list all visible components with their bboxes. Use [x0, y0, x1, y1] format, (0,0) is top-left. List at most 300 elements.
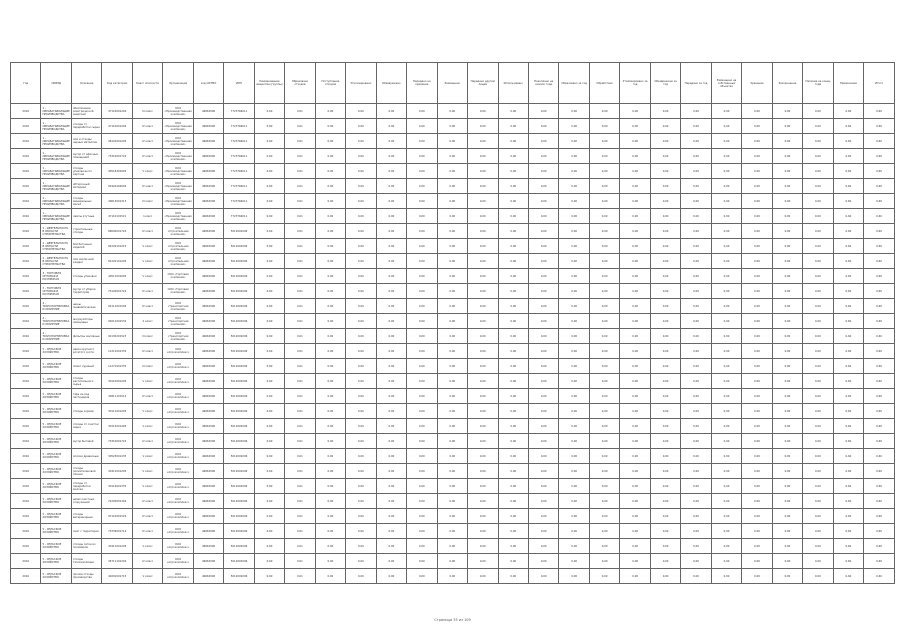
table-cell: 0,00 — [437, 194, 467, 209]
table-cell: 0,00 — [589, 149, 619, 164]
table-cell: 0,00 — [772, 404, 802, 419]
table-cell: 0,00 — [559, 254, 589, 269]
table-cell: 0,00 — [407, 329, 437, 344]
table-row — [11, 149, 895, 164]
table-cell: ООО «Строительная компания» — [163, 254, 193, 269]
table-cell: 0,00 — [407, 299, 437, 314]
table-cell: 46663000 — [193, 449, 223, 464]
column-header: Захоронение — [772, 63, 802, 104]
table-cell: 0,00 — [620, 134, 650, 149]
table-cell: отходы кормов — [71, 404, 101, 419]
table-cell: 0,00 — [528, 254, 558, 269]
table-cell: 2016 — [11, 404, 41, 419]
table-cell: 0,00 — [528, 314, 558, 329]
table-cell: 46663000 — [193, 119, 223, 134]
table-cell: IV класс — [132, 119, 162, 134]
table-cell: 0,00 — [498, 149, 528, 164]
table-cell: 0,00 — [407, 149, 437, 164]
table-cell: 2016 — [11, 389, 41, 404]
table-cell: 46101001205 — [102, 134, 132, 149]
table-cell: 0,60 — [833, 254, 863, 269]
table-cell: 0,00 — [376, 359, 406, 374]
table-cell: 0,00 — [620, 569, 650, 584]
table-cell: 0,00 — [498, 239, 528, 254]
table-cell: 0,60 — [254, 224, 284, 239]
table-cell: 0,00 — [437, 104, 467, 119]
table-cell: 0,00 — [407, 119, 437, 134]
table-cell: 0,00 — [559, 224, 589, 239]
table-cell: 0,01 — [285, 509, 315, 524]
table-cell: 0,60 — [833, 194, 863, 209]
table-cell: ООО «Агрокомплекс» — [163, 554, 193, 569]
table-cell: 0,01 — [285, 149, 315, 164]
table-row — [11, 119, 895, 134]
table-cell: 0,00 — [772, 554, 802, 569]
table-cell: 0,00 — [681, 314, 711, 329]
table-cell: 0,00 — [711, 344, 741, 359]
table-cell: 0,00 — [528, 284, 558, 299]
table-cell: 0,00 — [681, 134, 711, 149]
table-cell: 0,00 — [315, 254, 345, 269]
table-cell: 92130201523 — [102, 329, 132, 344]
table-cell: отходы упаковочного картона — [71, 164, 101, 179]
table-cell: 0,00 — [498, 524, 528, 539]
table-cell: 0,00 — [376, 494, 406, 509]
table-cell: 0,00 — [742, 464, 772, 479]
table-cell: 0,00 — [498, 359, 528, 374]
table-cell: 0,00 — [346, 344, 376, 359]
table-row — [11, 419, 895, 434]
table-cell: 0,00 — [620, 299, 650, 314]
table-cell: 0,00 — [346, 104, 376, 119]
table-cell: 0,00 — [498, 119, 528, 134]
table-cell: 46663000 — [193, 389, 223, 404]
table-cell: 0,00 — [772, 389, 802, 404]
table-cell: 7723766011 — [224, 149, 254, 164]
table-cell: 0,00 — [468, 569, 498, 584]
table-cell: 0,00 — [407, 509, 437, 524]
table-cell: 2016 — [11, 374, 41, 389]
table-cell: 46663000 — [193, 569, 223, 584]
table-cell: 0,01 — [285, 344, 315, 359]
table-cell: 0,00 — [559, 539, 589, 554]
table-cell: 97110001524 — [102, 509, 132, 524]
table-cell: 0,01 — [285, 254, 315, 269]
table-cell: 5 - СЕЛЬСКОЕ ХОЗЯЙСТВО — [41, 359, 71, 374]
table-cell: 2016 — [11, 329, 41, 344]
table-cell: 47110101521 — [102, 209, 132, 224]
table-cell: 0,00 — [559, 284, 589, 299]
table-cell: 5012002006 — [224, 554, 254, 569]
table-cell: 0,00 — [346, 149, 376, 164]
table-cell: 43411001205 — [102, 464, 132, 479]
table-cell: 0,00 — [468, 344, 498, 359]
table-cell: 0,00 — [437, 239, 467, 254]
table-cell: 0,00 — [803, 419, 833, 434]
table-cell: 0,00 — [772, 479, 802, 494]
column-header: код ОКТМО — [193, 63, 223, 104]
table-cell: 0,00 — [742, 299, 772, 314]
table-cell: 0,00 — [315, 299, 345, 314]
table-cell: 0,00 — [620, 389, 650, 404]
table-cell: 30110001205 — [102, 374, 132, 389]
table-cell: ООО «Транспортная компания» — [163, 314, 193, 329]
table-cell: 0,00 — [742, 539, 772, 554]
table-cell: 0,00 — [468, 329, 498, 344]
table-cell: IV класс — [132, 524, 162, 539]
table-cell: 0,00 — [559, 269, 589, 284]
table-cell: 0,00 — [559, 479, 589, 494]
table-cell: 0,01 — [285, 359, 315, 374]
table-cell: 0,00 — [437, 419, 467, 434]
table-cell: 0,00 — [620, 164, 650, 179]
table-row — [11, 494, 895, 509]
table-cell: 0,00 — [315, 284, 345, 299]
table-cell: III класс — [132, 359, 162, 374]
table-cell: 2016 — [11, 509, 41, 524]
table-cell: 0,00 — [468, 299, 498, 314]
table-cell: 72220001394 — [102, 494, 132, 509]
table-cell: 0,00 — [528, 434, 558, 449]
table-cell: 0,00 — [315, 224, 345, 239]
table-cell: 2016 — [11, 104, 41, 119]
table-cell: фильтры масляные — [71, 329, 101, 344]
table-cell: 0,00 — [407, 479, 437, 494]
table-cell: 0,00 — [620, 374, 650, 389]
table-cell: 0,00 — [346, 494, 376, 509]
table-cell: 0,00 — [407, 524, 437, 539]
table-cell: 0,00 — [772, 374, 802, 389]
table-cell: 0,00 — [711, 179, 741, 194]
table-cell: 0,00 — [589, 269, 619, 284]
table-cell: отходы от очистки зерна — [71, 419, 101, 434]
table-cell: 46663000 — [193, 254, 223, 269]
table-cell: V класс — [132, 269, 162, 284]
table-cell: 0,00 — [711, 494, 741, 509]
table-cell: 0,00 — [528, 329, 558, 344]
table-cell: 0,00 — [681, 494, 711, 509]
table-cell: 0,00 — [711, 419, 741, 434]
table-cell: 0,00 — [772, 524, 802, 539]
table-cell: 0,60 — [254, 359, 284, 374]
table-cell: 0,00 — [772, 359, 802, 374]
table-cell: 0,00 — [498, 389, 528, 404]
table-cell: 0,00 — [468, 389, 498, 404]
table-cell: 0,00 — [437, 314, 467, 329]
table-cell: 0,00 — [589, 359, 619, 374]
table-cell: 0,60 — [833, 164, 863, 179]
table-cell: 0,00 — [437, 494, 467, 509]
table-body — [11, 104, 895, 584]
table-cell: 0,00 — [498, 329, 528, 344]
table-cell: 0,00 — [407, 284, 437, 299]
table-cell: 0,00 — [589, 479, 619, 494]
table-cell: 0,00 — [589, 179, 619, 194]
table-cell: 0,60 — [833, 374, 863, 389]
table-cell: ООО «Производственная компания» — [163, 194, 193, 209]
table-cell: V класс — [132, 374, 162, 389]
table-cell: 0,00 — [681, 164, 711, 179]
table-cell: 0,00 — [468, 224, 498, 239]
table-cell: 0,60 — [833, 434, 863, 449]
table-cell: 0,00 — [407, 554, 437, 569]
table-cell: 0,00 — [346, 569, 376, 584]
table-cell: 0,00 — [346, 284, 376, 299]
table-cell: 0,00 — [528, 134, 558, 149]
table-cell: 0,60 — [864, 299, 895, 314]
table-cell: 7723766011 — [224, 194, 254, 209]
table-cell: 0,60 — [254, 254, 284, 269]
table-cell: 0,00 — [528, 164, 558, 179]
table-cell: V класс — [132, 449, 162, 464]
table-cell: бой бетонных изделий — [71, 239, 101, 254]
table-cell: 0,00 — [803, 314, 833, 329]
column-header: Организация — [163, 63, 193, 104]
table-cell: 0,00 — [315, 134, 345, 149]
table-cell: 0,00 — [559, 209, 589, 224]
table-cell: 0,00 — [559, 239, 589, 254]
table-row — [11, 449, 895, 464]
table-cell: 0,01 — [285, 224, 315, 239]
table-cell: 0,00 — [468, 449, 498, 464]
table-cell: 0,00 — [772, 314, 802, 329]
table-cell: отходы сетки из полимеров — [71, 539, 101, 554]
table-cell: 0,00 — [437, 344, 467, 359]
table-cell: 0,60 — [254, 374, 284, 389]
table-cell: 0,00 — [559, 329, 589, 344]
table-cell: 2 - ДЕЯТЕЛЬНОСТЬ В ОБЛАСТИ СТРОИТЕЛЬСТВА — [41, 224, 71, 239]
table-cell: 0,00 — [498, 299, 528, 314]
table-cell: 0,00 — [742, 224, 772, 239]
table-cell: IV класс — [132, 554, 162, 569]
table-cell: 0,00 — [437, 509, 467, 524]
table-header-row — [11, 63, 895, 104]
column-header: Образовано отходов — [285, 63, 315, 104]
table-cell: 2 - ДЕЯТЕЛЬНОСТЬ В ОБЛАСТИ СТРОИТЕЛЬСТВА — [41, 254, 71, 269]
table-cell: 0,00 — [315, 479, 345, 494]
table-cell: 0,00 — [803, 434, 833, 449]
table-cell: 0,60 — [254, 194, 284, 209]
table-cell: 0,00 — [498, 449, 528, 464]
table-cell: 0,60 — [254, 299, 284, 314]
table-cell: 0,01 — [285, 404, 315, 419]
table-cell: 0,00 — [528, 179, 558, 194]
table-cell: отходы от переработки сырья — [71, 119, 101, 134]
table-cell: 5012002006 — [224, 374, 254, 389]
table-cell: 0,60 — [254, 404, 284, 419]
table-cell: 0,00 — [315, 494, 345, 509]
table-cell: 0,60 — [864, 194, 895, 209]
table-cell: 0,00 — [437, 134, 467, 149]
column-header: Код категории — [102, 63, 132, 104]
table-cell: 0,00 — [711, 464, 741, 479]
table-cell: 0,00 — [681, 284, 711, 299]
table-cell: 0,00 — [376, 119, 406, 134]
table-cell: 0,00 — [803, 239, 833, 254]
table-cell: 2016 — [11, 479, 41, 494]
table-cell: 7723766011 — [224, 134, 254, 149]
table-cell: 0,00 — [376, 164, 406, 179]
table-cell: 47110001204 — [102, 104, 132, 119]
table-cell: 0,00 — [803, 209, 833, 224]
table-cell: 0,00 — [711, 524, 741, 539]
table-cell: 73310001724 — [102, 149, 132, 164]
table-cell: 46663000 — [193, 329, 223, 344]
table-cell: 0,00 — [650, 179, 680, 194]
table-cell: 0,01 — [285, 284, 315, 299]
table-cell: 0,60 — [254, 464, 284, 479]
table-row — [11, 539, 895, 554]
table-cell: 0,00 — [346, 404, 376, 419]
table-cell: 0,00 — [742, 479, 772, 494]
table-cell: 0,00 — [620, 509, 650, 524]
table-cell: 0,00 — [437, 164, 467, 179]
table-cell: 0,00 — [650, 239, 680, 254]
table-cell: 0,60 — [254, 134, 284, 149]
table-cell: V класс — [132, 419, 162, 434]
table-cell: 0,00 — [589, 194, 619, 209]
table-cell: 0,00 — [650, 164, 680, 179]
table-cell: 0,01 — [285, 449, 315, 464]
table-cell: 2016 — [11, 239, 41, 254]
table-cell: 0,00 — [528, 554, 558, 569]
table-cell: 0,00 — [711, 209, 741, 224]
table-cell: 0,00 — [315, 164, 345, 179]
table-cell: 2016 — [11, 149, 41, 164]
table-cell: 0,00 — [315, 419, 345, 434]
table-cell: 0,60 — [833, 494, 863, 509]
table-cell: 46663000 — [193, 419, 223, 434]
table-cell: 0,00 — [468, 404, 498, 419]
table-cell: 46663000 — [193, 149, 223, 164]
table-cell: 0,00 — [559, 464, 589, 479]
table-cell: 0,00 — [742, 209, 772, 224]
table-cell: 5012002006 — [224, 539, 254, 554]
table-cell: 0,00 — [681, 209, 711, 224]
table-cell: 0,00 — [315, 509, 345, 524]
table-cell: 2016 — [11, 134, 41, 149]
table-cell: 0,00 — [315, 524, 345, 539]
table-cell: 0,00 — [528, 494, 558, 509]
table-cell: 0,00 — [437, 554, 467, 569]
column-header: Примечание — [833, 63, 863, 104]
table-cell: 0,00 — [437, 449, 467, 464]
table-cell: 0,00 — [711, 404, 741, 419]
table-cell: 0,00 — [376, 374, 406, 389]
table-cell: 0,01 — [285, 524, 315, 539]
table-cell: 0,60 — [254, 329, 284, 344]
table-cell: 0,00 — [498, 539, 528, 554]
table-cell: ООО «Агрокомплекс» — [163, 464, 193, 479]
table-cell: 0,00 — [346, 359, 376, 374]
table-cell: 0,00 — [620, 434, 650, 449]
table-cell: 0,60 — [864, 479, 895, 494]
table-cell: 0,01 — [285, 389, 315, 404]
column-header: ОКВЭД — [41, 63, 71, 104]
table-cell: 0,00 — [528, 269, 558, 284]
table-cell: 0,00 — [650, 494, 680, 509]
table-cell: 0,00 — [711, 299, 741, 314]
table-cell: 0,00 — [803, 149, 833, 164]
table-cell: 5012002006 — [224, 464, 254, 479]
table-cell: 0,00 — [468, 479, 498, 494]
table-cell: 0,01 — [285, 554, 315, 569]
table-cell: 0,60 — [833, 119, 863, 134]
table-row — [11, 404, 895, 419]
table-cell: 0,00 — [650, 299, 680, 314]
table-cell: 0,00 — [468, 179, 498, 194]
table-cell: 45711101204 — [102, 554, 132, 569]
table-cell: 0,01 — [285, 419, 315, 434]
table-cell: 0,00 — [742, 194, 772, 209]
table-cell: 0,60 — [864, 314, 895, 329]
table-cell: 0,60 — [864, 329, 895, 344]
table-cell: 0,00 — [803, 539, 833, 554]
table-cell: 0,60 — [864, 149, 895, 164]
table-cell: IV класс — [132, 224, 162, 239]
table-cell: 0,00 — [437, 179, 467, 194]
table-cell: 0,00 — [346, 419, 376, 434]
table-cell: 0,00 — [742, 314, 772, 329]
table-cell: 46663000 — [193, 404, 223, 419]
table-cell: 0,00 — [346, 179, 376, 194]
table-cell: 0,00 — [589, 344, 619, 359]
table-cell: 0,00 — [498, 404, 528, 419]
table-cell: 0,00 — [681, 299, 711, 314]
table-cell: ООО «Агрокомплекс» — [163, 419, 193, 434]
table-cell: 0,00 — [650, 284, 680, 299]
table-cell: 0,00 — [742, 554, 772, 569]
table-cell: 5 - СЕЛЬСКОЕ ХОЗЯЙСТВО — [41, 344, 71, 359]
table-cell: V класс — [132, 464, 162, 479]
table-cell: 0,00 — [681, 569, 711, 584]
table-cell: 0,00 — [589, 329, 619, 344]
table-cell: 0,00 — [498, 569, 528, 584]
table-cell: 0,00 — [407, 254, 437, 269]
table-cell: IV класс — [132, 134, 162, 149]
table-cell: 0,60 — [254, 209, 284, 224]
table-cell: V класс — [132, 239, 162, 254]
table-cell: 0,60 — [833, 179, 863, 194]
table-cell: 0,00 — [437, 524, 467, 539]
table-cell: лампы ртутные — [71, 209, 101, 224]
table-cell: 0,00 — [620, 119, 650, 134]
table-cell: опилки древесные — [71, 449, 101, 464]
table-cell: 0,00 — [711, 104, 741, 119]
table-cell: 0,00 — [742, 179, 772, 194]
table-cell: 0,00 — [742, 329, 772, 344]
table-cell: 0,00 — [346, 434, 376, 449]
table-cell: 0,00 — [559, 194, 589, 209]
table-cell: 0,00 — [742, 524, 772, 539]
table-cell: 0,00 — [650, 119, 680, 134]
table-cell: 0,60 — [864, 509, 895, 524]
table-cell: 0,00 — [650, 554, 680, 569]
table-cell: 0,00 — [711, 449, 741, 464]
table-cell: III класс — [132, 194, 162, 209]
table-cell: 5 - СЕЛЬСКОЕ ХОЗЯЙСТВО — [41, 374, 71, 389]
table-cell: 0,00 — [681, 449, 711, 464]
table-cell: 0,00 — [711, 314, 741, 329]
table-cell: 7723766011 — [224, 179, 254, 194]
table-cell: 0,00 — [681, 254, 711, 269]
table-cell: 5012002006 — [224, 329, 254, 344]
table-cell: 0,00 — [437, 359, 467, 374]
table-cell: 0,60 — [833, 149, 863, 164]
column-header: Класс опасности — [132, 63, 162, 104]
table-cell: 46663000 — [193, 494, 223, 509]
table-cell: 0,00 — [407, 374, 437, 389]
